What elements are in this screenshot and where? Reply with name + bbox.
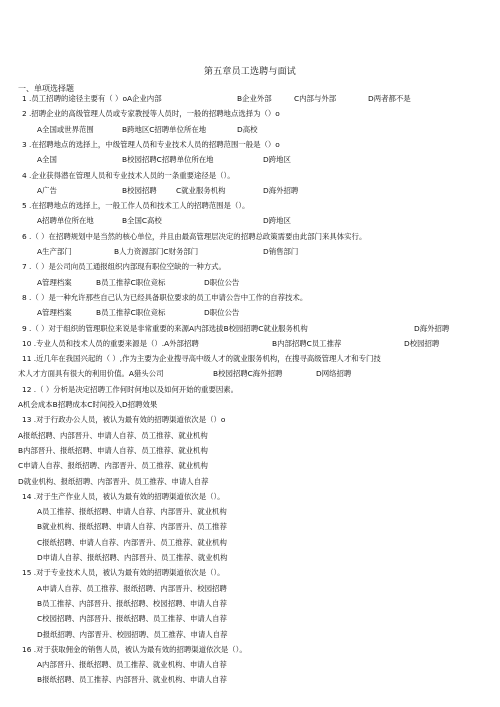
text-segment: 10 .专业人员和技术人员的重要来源是（）.A外部招聘 — [22, 338, 199, 348]
text-segment: C申请人自荐、报纸招聘、内部晋升、员工推荐、就业机构 — [18, 461, 208, 471]
text-segment: 14 .对于生产作业人员，被认为最有效的招聘渠道依次是（）。 — [22, 491, 225, 501]
text-segment: A招聘单位所在地 — [37, 216, 94, 226]
text-segment: 7 .（ ）是公司向员工通报组织内部现有职位空缺的一种方式。 — [22, 262, 226, 272]
text-segment: D销售部门 — [263, 247, 299, 256]
text-segment: B报纸招聘、员工推荐、内部晋升、就业机构、申请人自荐 — [37, 675, 227, 685]
text-segment: C内部与外部 — [294, 94, 337, 103]
text-segment: 16 .对于获取佣金的销售人员，被认为最有效的招聘渠道依次是（）。 — [22, 644, 247, 654]
text-segment: 8 .（ ）是一种允许那些自己认为已经具备职位要求的员工申请公告中工作的自荐技术。 — [22, 292, 308, 302]
text-segment: B企业外部 — [237, 94, 272, 103]
text-segment: D报纸招聘、内部晋升、校园招聘、员工推荐、申请人自荐 — [37, 629, 228, 639]
text-segment: D两者都不是 — [368, 94, 411, 103]
text-segment: B就业机构、报纸招聘、申请人自荐、内部晋升、员工推荐 — [37, 522, 227, 532]
text-segment: A管理档案 — [37, 277, 72, 287]
page-title: 第五章员工选聘与面试 — [203, 67, 296, 77]
text-segment: B内部晋升、报纸招聘、申请人自荐、员工推荐、就业机构 — [18, 445, 208, 455]
text-segment: 2 .招聘企业的高级管理人员或专家教授等人员时，一般的招聘地点选择为（）o — [22, 109, 280, 119]
text-segment: C校园招聘、内部晋升、报纸招聘、员工推荐、申请人自荐 — [37, 614, 227, 624]
text-segment: A员工推荐、报纸招聘、申请人自荐、内部晋升、就业机构 — [37, 507, 227, 517]
text-segment: D跨地区 — [263, 216, 291, 226]
text-segment: B员工推荐C职位竞标 — [96, 277, 166, 287]
section-heading: 一、单项选择题 — [18, 84, 74, 93]
text-segment: 术人才方面具有很大的利用价值。A猎头公司 — [18, 369, 164, 379]
text-segment: D职位公告 — [204, 308, 240, 318]
text-segment: 4 .企业获得潜在管理人员和专业技术人员的一条重要途径是（）。 — [22, 170, 235, 180]
text-segment: 3 .在招聘地点的选择上，中级管理人员和专业技术人员的招聘范围一般是（）o — [22, 139, 280, 149]
text-segment: D职位公告 — [204, 277, 240, 287]
text-segment: C就业服务机构 — [176, 185, 226, 195]
text-segment: D高校 — [237, 124, 258, 134]
text-segment: A全国或世界范围 — [37, 124, 94, 134]
text-segment: B校园招聘C海外招聘 — [213, 369, 283, 379]
text-segment: 6 .（ ）在招聘规划中是当然的核心单位，并且由最高管理层决定的招聘总政策需要由此部门来具体实行。 — [22, 231, 367, 241]
text-segment: A生产部门 — [37, 247, 72, 256]
text-segment: A广告 — [37, 185, 57, 195]
text-segment: B跨地区C招聘单位所在地 — [122, 124, 207, 134]
text-segment: 13 .对于行政办公人员，被认为最有效的招聘渠道依次是（）o — [22, 415, 226, 425]
text-segment: 12 .（ ）分析是决定招聘工作何时何地以及如何开始的重要因素。 — [22, 384, 239, 394]
text-segment: D跨地区 — [263, 155, 291, 165]
text-segment: 9 .（ ）对于组织的管理职位来说是非常重要的来源A内部选拔B校园招聘C就业服务机构 — [22, 323, 308, 333]
text-segment: A内部晋升、报纸招聘、员工推荐、就业机构、申请人自荐 — [37, 660, 227, 670]
text-segment: A报纸招聘、内部晋升、申请人自荐、员工推荐、就业机构 — [18, 430, 208, 440]
text-segment: A申请人自荐、员工推荐、报纸招聘、内部晋升、校园招聘 — [37, 583, 227, 593]
text-segment: 1 .员工招聘的途径主要有（ ）oA企业内部 — [22, 94, 162, 103]
text-segment: D海外招聘 — [263, 185, 299, 195]
text-segment: A机会成本B招聘成本C时间投入D招聘效果 — [18, 400, 158, 409]
text-segment: B全国C高校 — [122, 216, 162, 226]
text-segment: C报纸招聘、申请人自荐、内部晋升、员工推荐、就业机构 — [37, 537, 227, 547]
text-segment: 15 .对于专业技术人员，被认为最有效的招聘渠道依次是（）。 — [22, 568, 225, 578]
text-segment: 11 .近几年在我国兴起的（ ）,作为主要为企业搜寻高中级人才的就业服务机构，在搜寻高级管理人才和专门技 — [22, 354, 381, 364]
text-segment: A全国 — [37, 155, 57, 165]
text-segment: A管理档案 — [37, 308, 72, 318]
text-segment: B人力资源部门C财务部门 — [114, 247, 199, 256]
text-segment: B校园招聘C招聘单位所在地 — [122, 155, 214, 165]
text-segment: D申请人自荐、报纸招聘、内部晋升、员工推荐、就业机构 — [37, 553, 228, 562]
text-segment: D校园招聘 — [404, 338, 440, 348]
text-segment: 5 .在招聘地点的选择上，一般工作人员和技术工人的招聘范围是（）。 — [22, 201, 250, 211]
text-segment: B员工推荐、内部晋升、报纸招聘、校园招聘、申请人自荐 — [37, 598, 227, 608]
text-segment: B内部招聘C员工推荐 — [272, 338, 342, 348]
text-segment: D网络招聘 — [316, 369, 352, 379]
text-segment: B员工推荐C职位竞标 — [96, 308, 166, 318]
text-segment: B校园招聘 — [122, 185, 157, 195]
text-segment: D就业机构、报纸招聘、内部晋升、员工推荐、申请人自荐 — [18, 476, 209, 486]
text-segment: D海外招聘 — [414, 323, 450, 333]
